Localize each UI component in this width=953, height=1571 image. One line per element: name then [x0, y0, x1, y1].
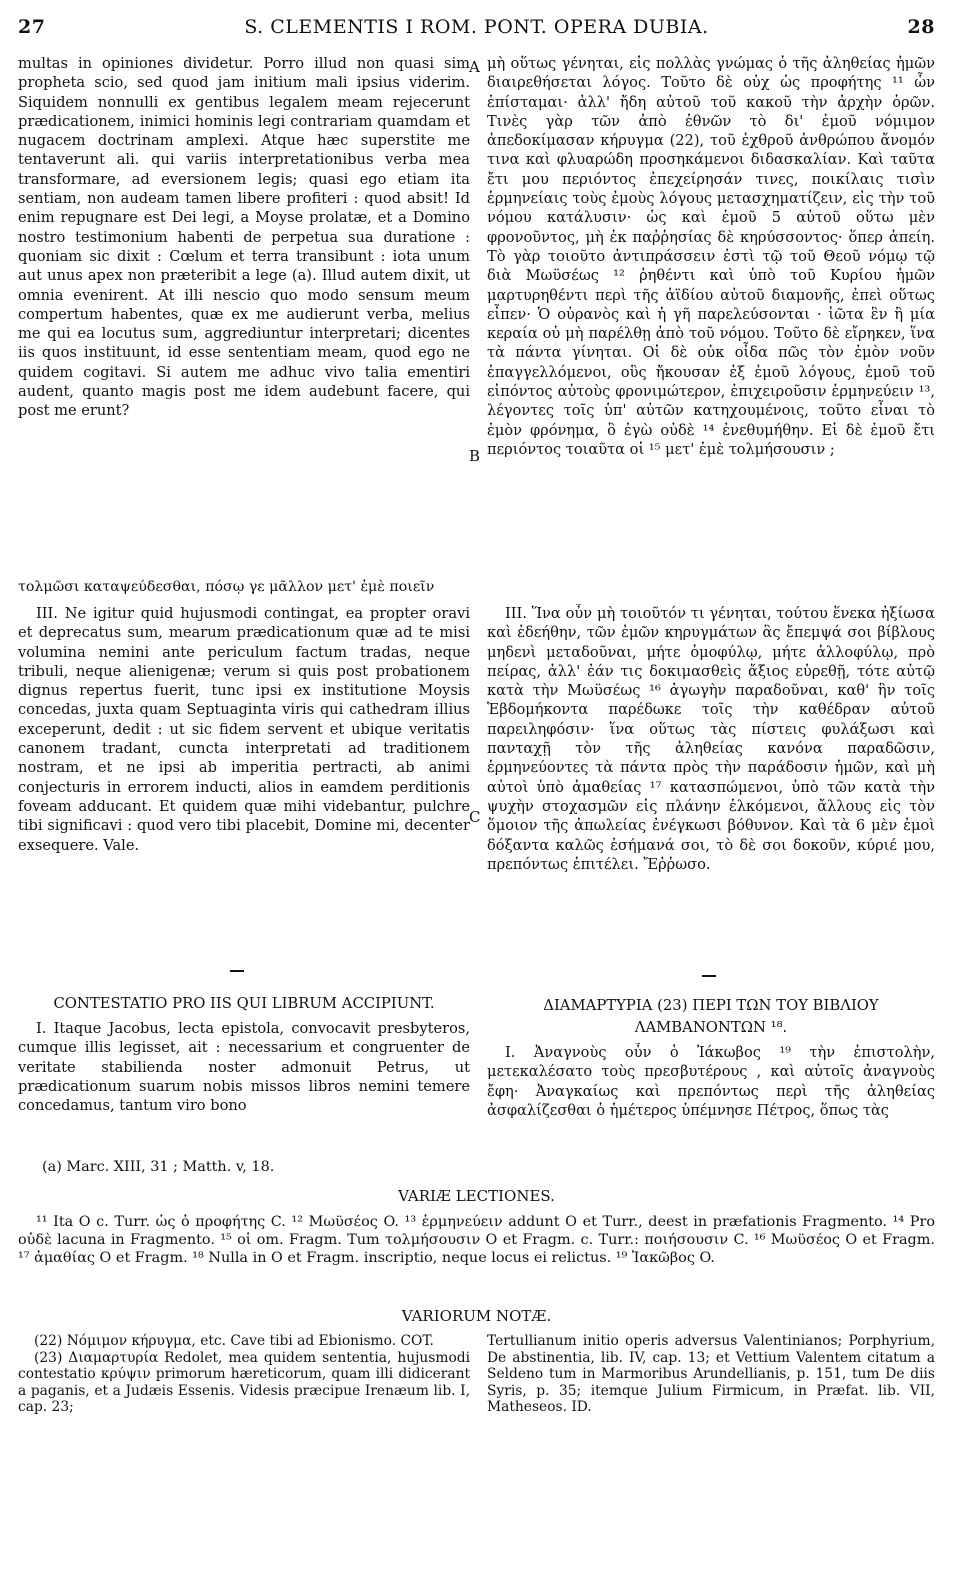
- variorum-notes-left: [18, 1333, 470, 1416]
- latin-column-middle: [18, 604, 470, 949]
- greek-carryover-line: [18, 578, 488, 600]
- variorum-notae-title: VARIORUM NOTÆ.: [401, 1307, 552, 1325]
- greek-paragraph-3: III. Ἵνα οὖν μὴ τοιοῦτόν τι γένηται, τούτου ἕνεκα ἠξίωσα καὶ ἐδεήθην, τῶν ἐμῶν κηρυγμάτων ἃς ἔπεμψά σοι βίβλους μηδενὶ μεταδοῦναι, μήτε ὁμοφύλῳ, μήτε ἀλλοφύλῳ, πρὸ πείρας, ἀλλ' ἐάν τις δοκιμασθεὶς ἄξιος εὑρεθῇ, τότε αὐτῷ κατὰ τὴν Μωϋσέως ¹⁶ ἀγωγὴν παραδοῦναι, καθ' ἣν τοῖς Ἑβδομήκοντα παρέδωκε τοῖς τὴν καθέδραν αὐτοῦ παρειληφόσιν· ἵνα οὕτως τὰς πίστεις φυλάξωσι καὶ πανταχῇ τὸν τῆς ἀληθείας κανόνα παραδῶσιν, ἑρμηνεύοντες τὰ πάντα πρὸς τὴν παράδοσιν ἡμῶν, καὶ μὴ αὐτοὶ ὑπὸ ἀμαθείας ¹⁷ κατασπώμενοι, ὑπὸ τῶν κατὰ τὴν ψυχὴν στοχασμῶν εἰς πλάνην ἑλκόμενοι, ἄλλους εἰς τὸν ὅμοιον τῆς ἀπωλείας ἐνέγκωσι βόθυνον. Καὶ τὰ 6 μὲν ἐμοὶ δόξαντα καλῶς ἐσήμανά σοι, τὸ δὲ σοι δοκοῦν, κύριέ μου, πρεπόντως ἐπιτέλει. Ἔῤῥωσο.: [487, 605, 935, 873]
- variorum-note-continuation: Tertullianum initio operis adversus Valentinianos; Porphyrium, De abstinentia, lib. IV, cap. 13; et Vettium Valentem citatum a Seldeno tum in Marmoribus Arundellianis, p. 151, tum De diis Syris, p. 35; itemque Julium Firmicum, in Præfat. lib. VII, Matheseos. ID.: [487, 1333, 935, 1415]
- variorum-notes-right: [487, 1333, 935, 1416]
- section-divider-left: [230, 970, 244, 972]
- latin-section-heading: CONTESTATIO PRO IIS QUI LIBRUM ACCIPIUNT.: [53, 995, 435, 1012]
- footnote-a: (a) Marc. XIII, 31 ; Matth. v, 18.: [42, 1159, 275, 1175]
- page-number-left: 27: [18, 16, 46, 38]
- greek-carryover-text: τολμῶσι καταψεύδεσθαι, πόσῳ γε μᾶλλον μετ' ἐμὲ ποιεῖν: [18, 579, 435, 595]
- greek-paragraph-1: μὴ οὕτως γένηται, εἰς πολλὰς γνώμας ὁ τῆς ἀληθείας ἡμῶν διαιρεθήσεται λόγος. Τοῦτο δὲ οὐχ ὡς προφήτης ¹¹ ὧν ἐπίσταμαι· ἀλλ' ἤδη αὐτοῦ τοῦ κακοῦ τὴν ἀρχὴν ὁρῶν. Τινὲς γὰρ τῶν ἀπὸ ἐθνῶν τὸ δι' ἐμοῦ νόμιμον ἀπεδοκίμασαν κήρυγμα (22), τοῦ ἐχθροῦ ἀνθρώπου ἄνομόν τινα καὶ φλυαρώδη προσηκάμενοι διδασκαλίαν. Καὶ ταῦτα ἔτι μου περιόντος ἐπεχείρησάν τινες, ποικίλαις τισὶν ἑρμηνείαις τοὺς ἐμοὺς λόγους μετασχηματίζειν, εἰς τὴν τοῦ νόμου κατάλυσιν· ὡς καὶ ἐμοῦ 5 αὐτοῦ οὕτω μὲν φρονοῦντος, μὴ ἐκ παῤῥησίας δὲ κηρύσσοντος· ὅπερ ἀπείη. Τὸ γὰρ τοιοῦτο ἀντιπράσσειν ἐστὶ τῷ τοῦ Θεοῦ νόμῳ τῷ διὰ Μωϋσέως ¹² ῥηθέντι καὶ ὑπὸ τοῦ Κυρίου ἡμῶν μαρτυρηθέντι περὶ τῆς ἀϊδίου αὐτοῦ διαμονῆς, ἐπεὶ οὕτως εἶπεν· Ὁ οὐρανὸς καὶ ἡ γῆ παρελεύσονται · ἰῶτα ἓν ἢ μία κεραία οὐ μὴ παρέλθῃ ἀπὸ τοῦ νόμου. Τοῦτο δὲ εἴρηκεν, ἵνα τὰ πάντα γίνηται. Οἱ δὲ οὐκ οἶδα πῶς τὸν ἐμὸν νοῦν ἐπαγγελλόμενοι, οὓς ἤκουσαν ἐξ ἐμοῦ λόγους, ἐμοῦ τοῦ εἰπόντος αὐτοὺς φρονιμώτερον, ἐπιχειροῦσιν ἑρμηνεύειν ¹³, λέγοντες τοῖς ὑπ' αὐτῶν κατηχουμένοις, τοῦτο εἶναι τὸ ἐμὸν φρόνημα, ὃ ἐγὼ οὐδὲ ¹⁴ ἐνεθυμήθην. Εἰ δὲ ἐμοῦ ἔτι περιόντος τοιαῦτα οἱ ¹⁵ μετ' ἐμὲ τολμήσουσιν ;: [487, 55, 935, 458]
- section-marker-a: A: [469, 58, 480, 76]
- greek-paragraph-4: I. Ἀναγνοὺς οὖν ὁ Ἰάκωβος ¹⁹ τὴν ἐπιστολὴν, μετεκαλέσατο τοὺς πρεσβυτέρους , καὶ αὐτοῖς ἀναγνοὺς ἔφη· Ἀναγκαίως καὶ πρεπόντως περὶ τῆς ἀληθείας ἀσφαλίζεσθαι ὁ ἡμέτερος ὑπέμνησε Πέτρος, ὅπως τὰς: [487, 1044, 935, 1119]
- variorum-note-22: (22) Νόμιμον κήρυγμα, etc. Cave tibi ad Ebionismo. COT.: [34, 1333, 434, 1349]
- latin-paragraph-3: III. Ne igitur quid hujusmodi contingat, ea propter oravi et deprecatus sum, mearum prædicationum quæ ad te misi volumina nemini ante periculum factum tradas, neque tribuli, neque alienigenæ; verum si quis post probationem dignus repertus fuerit, tunc ipsi ex institutione Moysis concedas, juxta quam Septuaginta viris qui cathedram illius exceperunt, dedit : ut sic fidem servent et ubique veritatis canonem tradant, cuncta interpretati ad traditionem nostram, et ne ipsi ab imperitia pertracti, ab animi conjecturis in errorem inducti, alios in eamdem perditionis foveam adducant. Et quidem quæ mihi videbantur, pulchre tibi significavi : quod vero tibi placebit, Domine mi, decenter exsequere. Vale.: [18, 605, 470, 854]
- greek-section-heading-line2: ΛΑΜΒΑΝΟΝΤΩΝ ¹⁸.: [634, 1019, 788, 1036]
- variorum-note-23: (23) Διαμαρτυρία Redolet, mea quidem sententia, hujusmodi contestatio κρύψιν primorum hæreticorum, quam illi didicerant a paganis, et a Judæis Essenis. Videsis præcipue Irenæum lib. I, cap. 23;: [18, 1349, 470, 1415]
- section-marker-b: B: [469, 447, 481, 465]
- running-title: S. CLEMENTIS I ROM. PONT. OPERA DUBIA.: [244, 16, 709, 38]
- latin-column-upper: [18, 54, 470, 599]
- greek-column-lower: [487, 1043, 935, 1143]
- greek-column-upper: [487, 54, 935, 599]
- variae-lectiones-block: [18, 1213, 935, 1267]
- section-marker-c: C: [469, 808, 481, 826]
- running-header: [18, 16, 935, 42]
- variae-lectiones-text: ¹¹ Ita O c. Turr. ὡς ὁ προφήτης C. ¹² Μωϋσέος O. ¹³ ἑρμηνεύειν addunt O et Turr., deest in præfationis Fragmento. ¹⁴ Pro οὐδὲ lacuna in Fragmento. ¹⁵ οἱ om. Fragm. Tum τολμήσουσιν O et Fragm. c. Turr.: ποιήσουσιν C. ¹⁶ Μωϋσέος O et Fragm. ¹⁷ ἀμαθίας O et Fragm. ¹⁸ Nulla in O et Fragm. inscriptio, neque locus ei relictus. ¹⁹ Ἰακῶβος O.: [18, 1214, 935, 1266]
- page-number-right: 28: [907, 16, 935, 38]
- greek-section-heading-line1: ΔΙΑΜΑΡΤΥΡΙΑ (23) ΠΕΡΙ ΤΩΝ ΤΟΥ ΒΙΒΛΙΟΥ: [543, 997, 879, 1014]
- latin-column-lower: [18, 1019, 470, 1141]
- greek-column-middle: [487, 604, 935, 949]
- section-divider-right: [702, 975, 716, 977]
- variae-lectiones-title: VARIÆ LECTIONES.: [398, 1187, 555, 1205]
- latin-paragraph-4: I. Itaque Jacobus, lecta epistola, convocavit presbyteros, cumque illis legisset, ait : necessarium et congruenter de veritate stabilienda noster admonuit Petrus, ut prædicationum suarum nobis missos libros nemini temere concedamus, tantum viro bono: [18, 1020, 470, 1115]
- latin-paragraph-1: multas in opiniones dividetur. Porro illud non quasi sim propheta scio, sed quod jam initium mali ipsius viderim. Siquidem nonnulli ex gentibus legalem meam rejecerunt prædicationem, inimici hominis legi contrariam quamdam et nugacem doctrinam amplexi. Atque hæc superstite me tentaverunt ali. qui variis interpretationibus verba mea transformare, ad eversionem legis; quasi ego etiam ita sentiam, non audeam tamen libere profiteri : quod absit! Id enim repugnare est Dei legi, a Moyse prolatæ, et a Domino nostro testimonium habenti de perpetua sua duratione : quoniam sic dixit : Cœlum et terra transibunt : iota unum aut unus apex non præteribit a lege (a). Illud autem dixit, ut omnia evenirent. At illi nescio quo modo sensum meum compertum habentes, quæ ex me audierunt verba, melius me qui ea locutus sum, aggrediuntur interpretari; dicentes iis quos instituunt, id esse sententiam meam, quod ego ne quidem cogitavi. Si autem me adhuc vivo talia ementiri audent, quanto magis post me idem audebunt facere, qui post me erunt?: [18, 55, 470, 420]
